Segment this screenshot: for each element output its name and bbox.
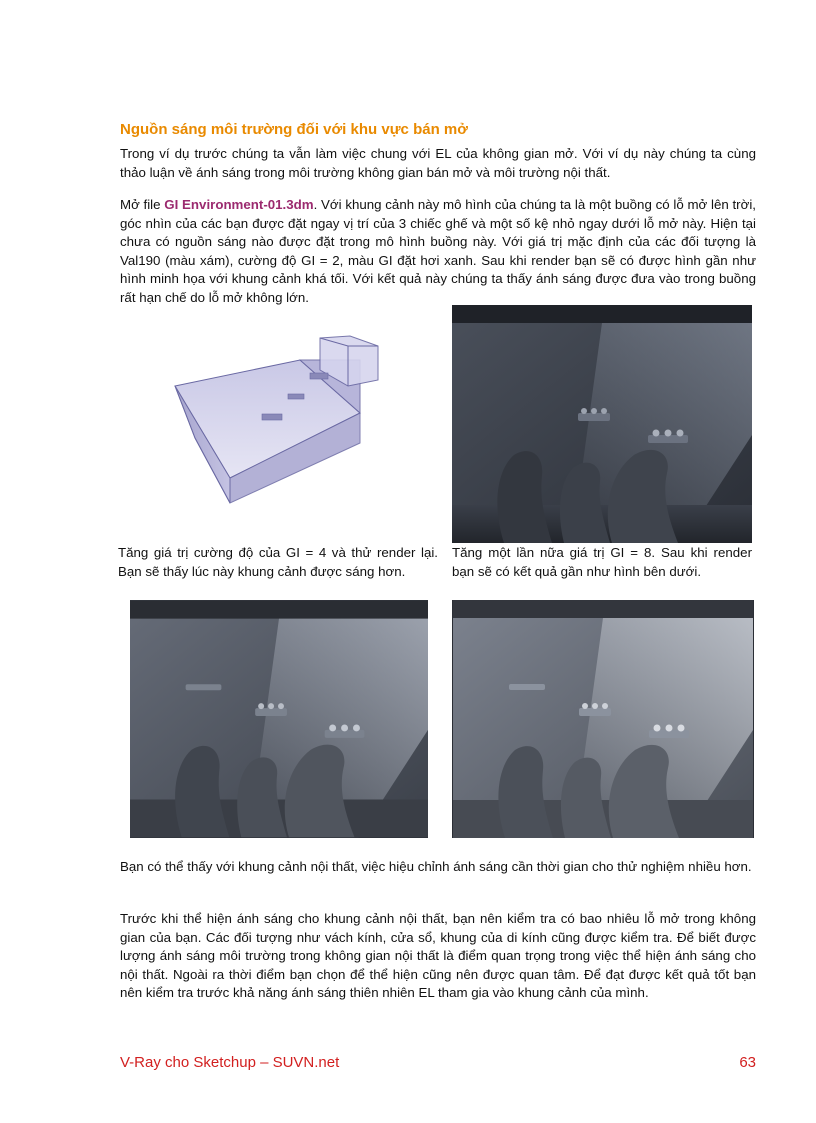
file-name-link: GI Environment-01.3dm	[164, 197, 314, 212]
time-paragraph: Bạn có thể thấy với khung cảnh nội thất, việc hiệu chỉnh ánh sáng cần thời gian cho thử nghiệm nhiều hơn.	[120, 859, 752, 874]
open-file-prefix: Mở file	[120, 197, 165, 212]
open-file-paragraph	[120, 196, 756, 307]
advice-paragraph: Trước khi thể hiện ánh sáng cho khung cảnh nội thất, bạn nên kiểm tra có bao nhiêu lỗ mở trong không gian của bạn. Các đối tượng như vách kính, cửa sổ, khung của di kính cũng được kiểm tra. Để biết được lượng ánh sáng môi trường trong không gian nội thất là điểm quan trọng trong việc thể hiện ánh sáng cho nội thất. Ngoài ra thời điểm bạn chọn để thể hiện cũng nên được quan tâm. Để đạt được kết quả tốt bạn nên kiểm tra trước khả năng ánh sáng thiên nhiên EL tham gia vào khung cảnh của mình.	[120, 911, 756, 1000]
caption-gi4: Tăng giá trị cường độ của GI = 4 và thử render lại. Bạn sẽ thấy lúc này khung cảnh được sáng hơn.	[118, 545, 438, 579]
room-model-figure	[160, 318, 420, 518]
render-gi8	[452, 600, 754, 838]
render-gi2	[452, 305, 752, 543]
footer-title: V-Ray cho Sketchup – SUVN.net	[120, 1054, 340, 1071]
intro-paragraph: Trong ví dụ trước chúng ta vẫn làm việc chung với EL của không gian mở. Với ví dụ này chúng ta cùng thảo luận về ánh sáng trong môi trường không gian bán mở và môi trường nội thất.	[120, 146, 756, 180]
section-heading: Nguồn sáng môi trường đối với khu vực bán mở	[120, 121, 468, 138]
open-file-suffix: . Với khung cảnh này mô hình của chúng ta là một buồng có lỗ mở lên trời, góc nhìn của các bạn được đặt ngay vị trí của 3 chiếc ghế và một số kệ nhỏ ngay dưới lỗ mở này. Hiện tại chưa có nguồn sáng nào được đặt trong mô hình buồng này. Với giá trị mặc định của các đối tượng là Val190 (màu xám), cường độ GI = 2, màu GI đặt hơi xanh. Sau khi render bạn sẽ có được hình gần như hình minh họa với khung cảnh khá tối. Với kết quả này chúng ta thấy ánh sáng được đưa vào trong buồng rất hạn chế do lỗ mở không lớn.	[120, 197, 756, 305]
render-gi4	[130, 600, 428, 838]
page-number: 63	[739, 1054, 756, 1071]
caption-gi8: Tăng một lần nữa giá trị GI = 8. Sau khi render bạn sẽ có kết quả gần như hình bên dưới.	[452, 545, 752, 579]
